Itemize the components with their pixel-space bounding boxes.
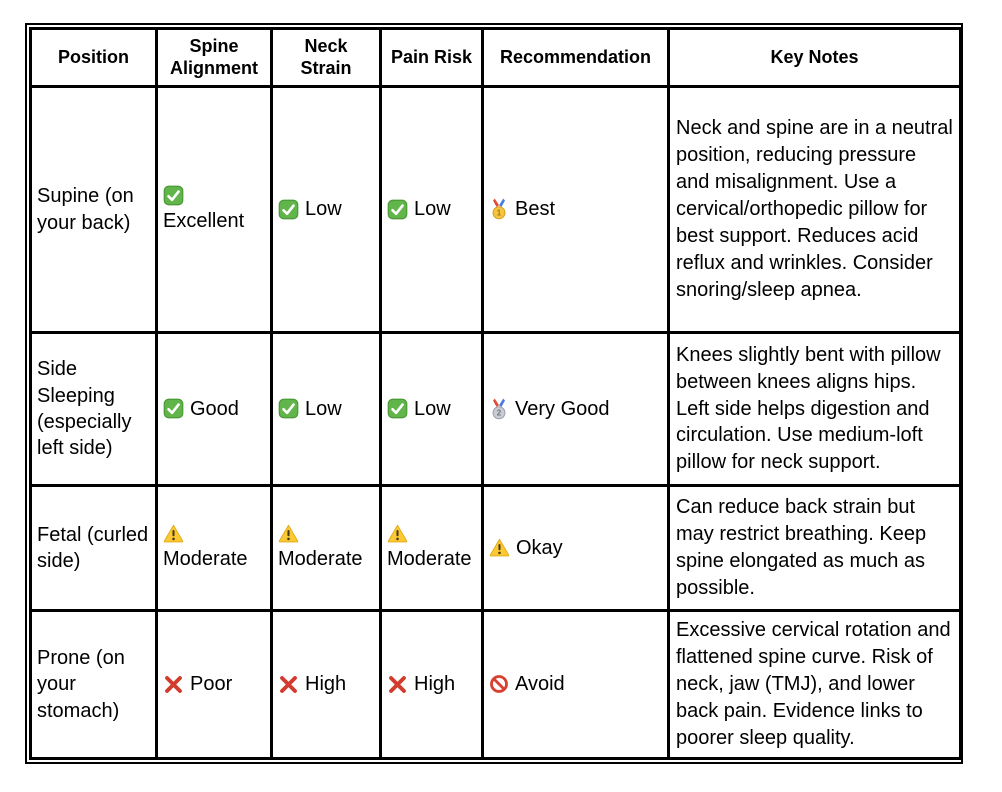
position-cell: Side Sleeping (especially left side): [31, 333, 157, 486]
column-header-position: Position: [31, 29, 157, 87]
spine-cell: [157, 333, 272, 486]
sleep-position-table: [29, 27, 962, 760]
table-row: [31, 333, 961, 486]
sleep-position-table-frame: [25, 23, 963, 764]
spine-cell: [157, 486, 272, 611]
pain-label: High: [414, 673, 456, 696]
recommendation-label: Very Good: [515, 397, 610, 420]
key-notes-cell: Excessive cervical rotation and flattened spine curve. Risk of neck, jaw (TMJ), and lower back pain. Evidence links to poorer sleep quality.: [669, 611, 961, 759]
table-row: [31, 611, 961, 759]
key-notes-cell: Can reduce back strain but may restrict breathing. Keep spine elongated as much as possible.: [669, 486, 961, 611]
neck-cell: [272, 333, 381, 486]
silver-medal-icon: [489, 398, 509, 420]
check-icon: [163, 398, 184, 419]
warning-icon: [163, 523, 265, 544]
spine-cell: [157, 87, 272, 333]
table-row: [31, 87, 961, 333]
position-cell: Supine (on your back): [31, 87, 157, 333]
pain-cell: [381, 333, 483, 486]
prohibited-icon: [489, 674, 509, 694]
neck-label: High: [305, 673, 347, 696]
spine-label: Poor: [190, 673, 233, 696]
check-icon: [278, 398, 299, 419]
cross-icon: [278, 674, 299, 695]
recommendation-label: Avoid: [515, 673, 565, 696]
column-header-key-notes: Key Notes: [669, 29, 961, 87]
column-header-recommendation: Recommendation: [483, 29, 669, 87]
warning-icon: [278, 523, 374, 544]
pain-label: Moderate: [387, 548, 472, 571]
header-row: [31, 29, 961, 87]
neck-cell: [272, 87, 381, 333]
warning-icon: [489, 537, 510, 558]
pain-label: Low: [414, 397, 451, 420]
column-header-pain-risk: Pain Risk: [381, 29, 483, 87]
spine-label: Moderate: [163, 548, 248, 571]
svg-text:2: 2: [496, 408, 502, 418]
recommendation-label: Okay: [516, 536, 563, 559]
key-notes-cell: Neck and spine are in a neutral position, reducing pressure and misalignment. Use a cervical/orthopedic pillow for best support. Reduces acid reflux and wrinkles. Consider snoring/sleep apnea.: [669, 87, 961, 333]
position-cell: Fetal (curled side): [31, 486, 157, 611]
column-header-spine-alignment: Spine Alignment: [157, 29, 272, 87]
neck-cell: [272, 611, 381, 759]
pain-cell: [381, 611, 483, 759]
svg-text:1: 1: [496, 208, 502, 218]
recommendation-cell: [483, 486, 669, 611]
check-icon: [387, 199, 408, 220]
recommendation-cell: [483, 333, 669, 486]
spine-label: Good: [190, 397, 239, 420]
pain-label: Low: [414, 198, 451, 221]
warning-icon: [387, 523, 476, 544]
neck-cell: [272, 486, 381, 611]
neck-label: Low: [305, 397, 342, 420]
cross-icon: [387, 674, 408, 695]
spine-label: Excellent: [163, 209, 245, 232]
position-cell: Prone (on your stomach): [31, 611, 157, 759]
spine-cell: [157, 611, 272, 759]
pain-cell: [381, 486, 483, 611]
check-icon: [163, 185, 265, 206]
column-header-neck-strain: Neck Strain: [272, 29, 381, 87]
recommendation-label: Best: [515, 198, 556, 221]
table-row: [31, 486, 961, 611]
check-icon: [278, 199, 299, 220]
cross-icon: [163, 674, 184, 695]
neck-label: Low: [305, 198, 342, 221]
pain-cell: [381, 87, 483, 333]
recommendation-cell: [483, 87, 669, 333]
check-icon: [387, 398, 408, 419]
neck-label: Moderate: [278, 548, 363, 571]
gold-medal-icon: [489, 198, 509, 220]
key-notes-cell: Knees slightly bent with pillow between knees aligns hips. Left side helps digestion and circulation. Use medium-loft pillow for neck support.: [669, 333, 961, 486]
recommendation-cell: [483, 611, 669, 759]
